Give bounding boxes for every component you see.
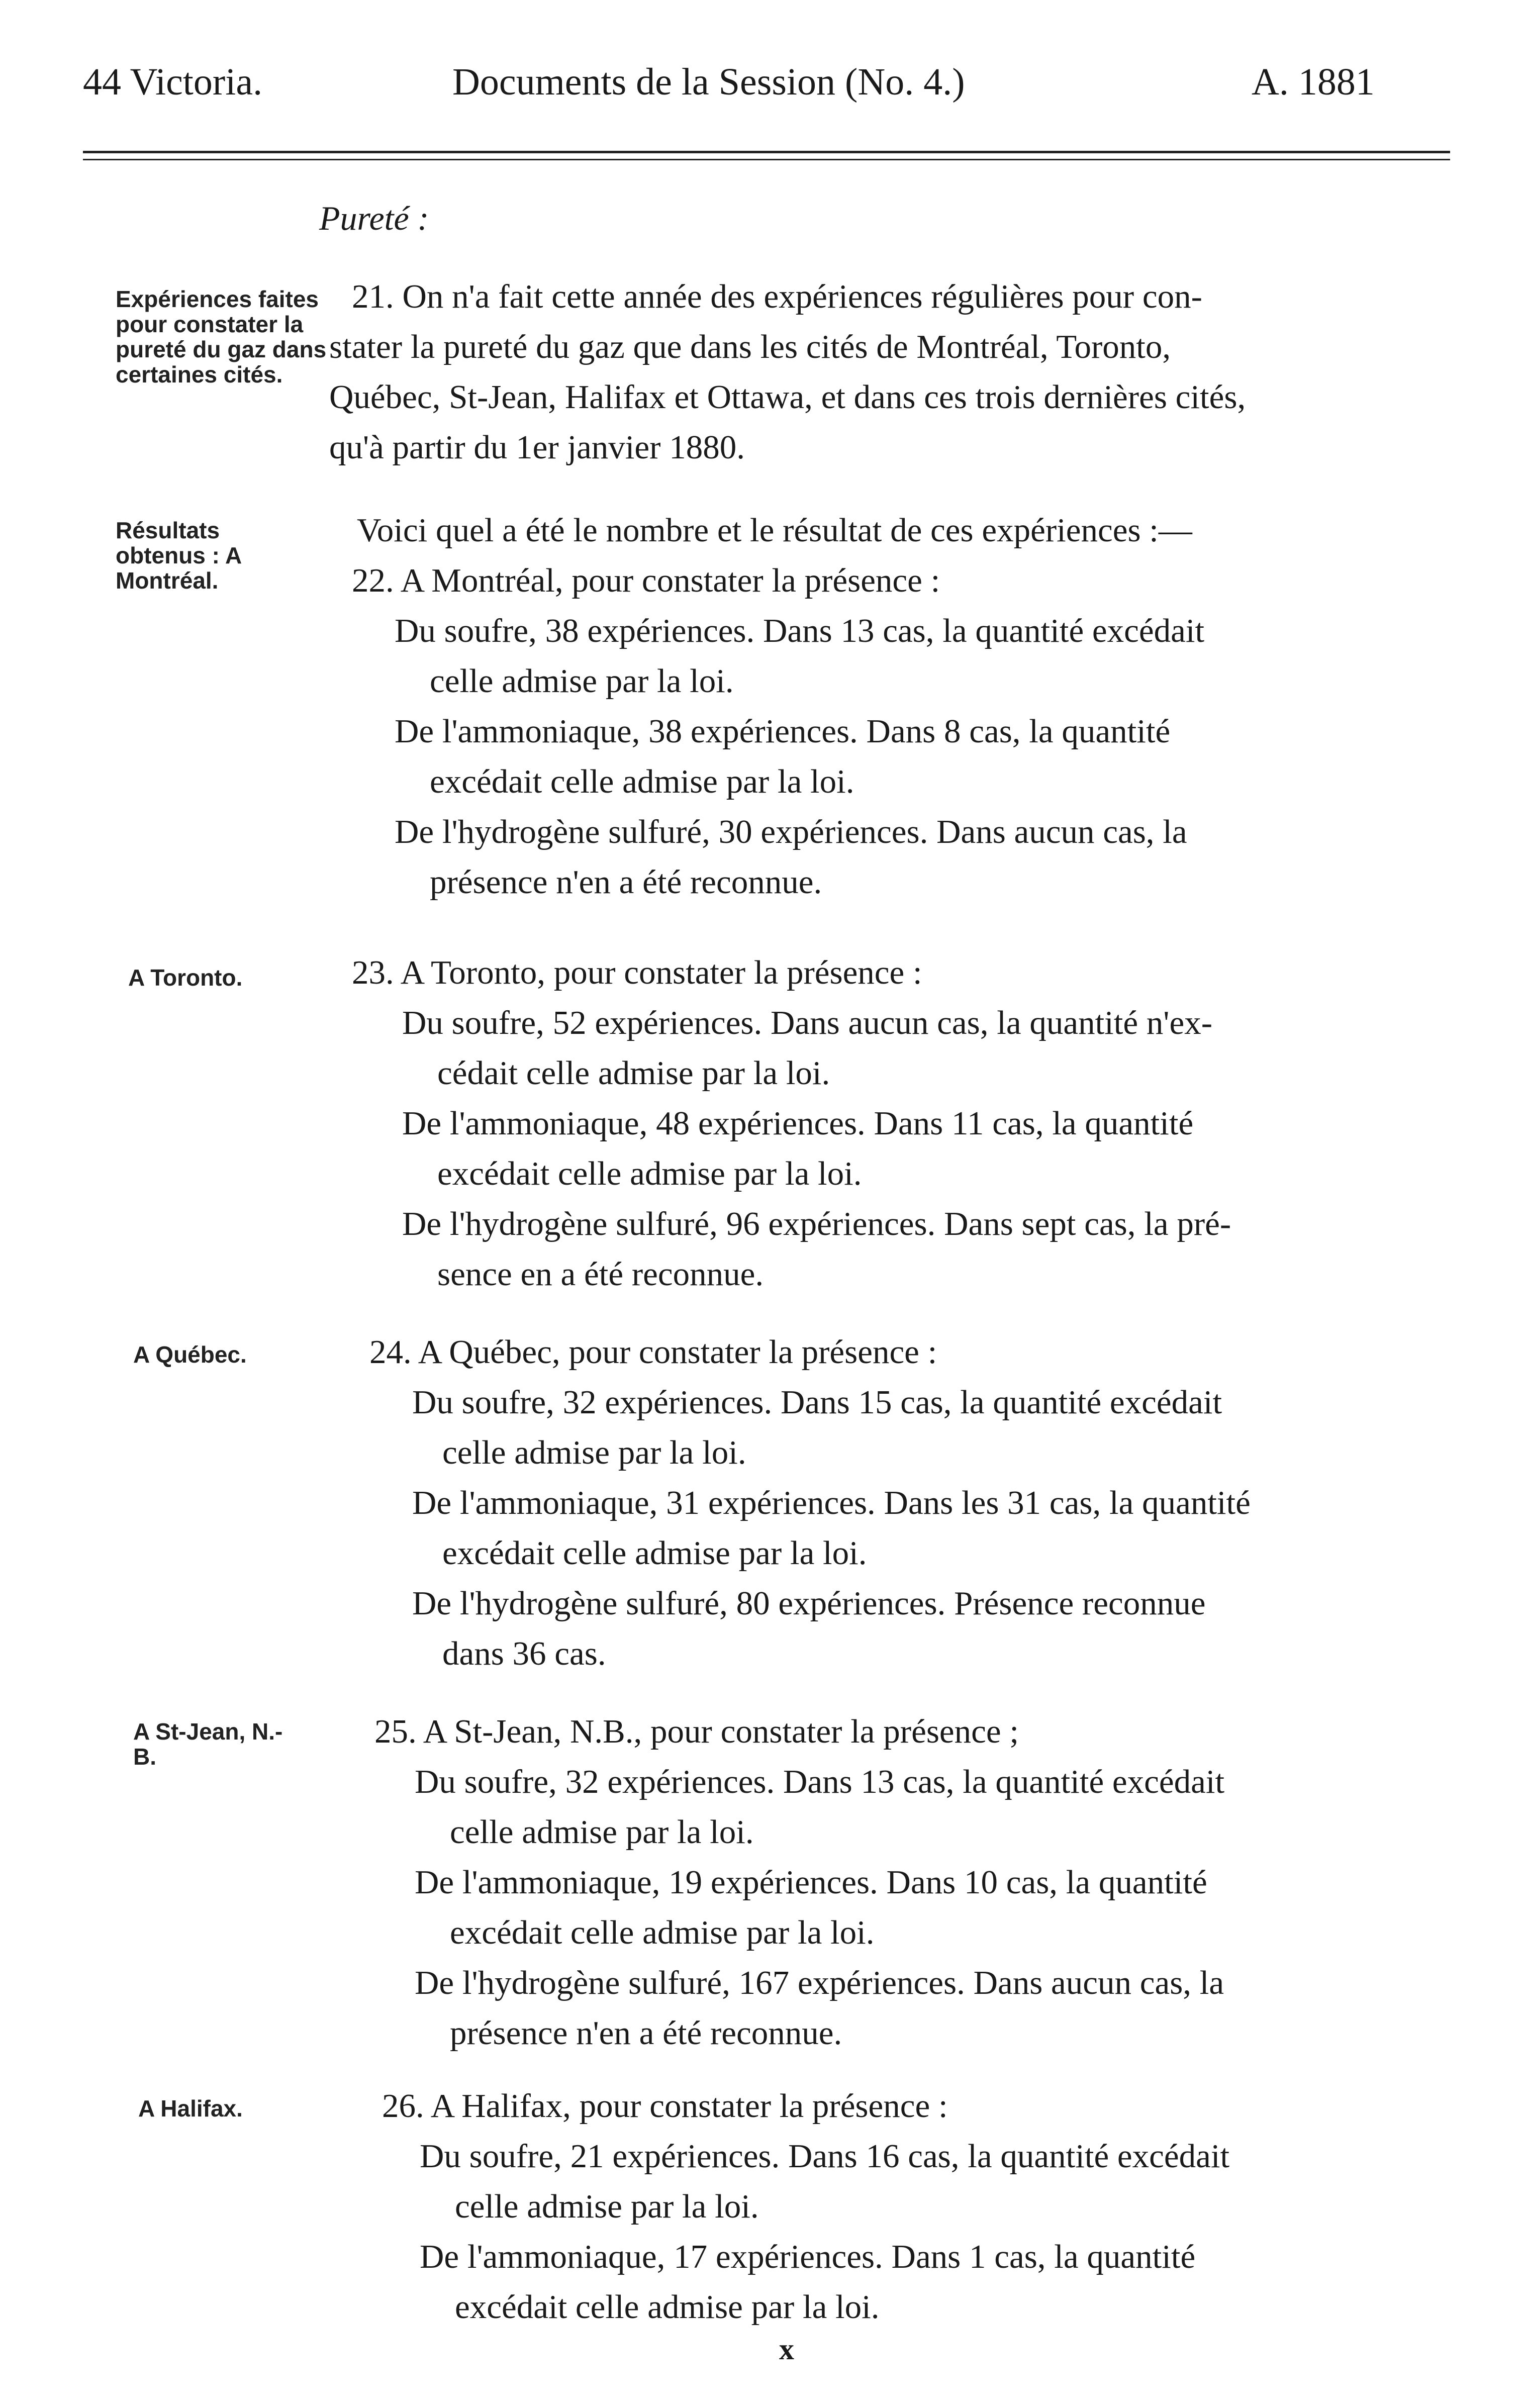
header-title: Documents de la Session (No. 4.)	[452, 61, 965, 103]
list-item-cont: excédait celle admise par la loi.	[455, 2288, 880, 2326]
intro-line: Voici quel a été le nombre et le résultat de ces expériences :—	[357, 512, 1192, 549]
margin-note-stjean: A St-Jean, N.-B.	[133, 1718, 283, 1770]
list-item-cont: dans 36 cas.	[442, 1635, 606, 1672]
section-heading: 26. A Halifax, pour constater la présence :	[382, 2087, 948, 2125]
section-heading: 23. A Toronto, pour constater la présence :	[352, 954, 922, 991]
list-item: Du soufre, 52 expériences. Dans aucun cas, la quantité n'ex-	[402, 1004, 1213, 1041]
footer-mark: x	[779, 2333, 794, 2366]
list-item-cont: sence en a été reconnue.	[437, 1256, 764, 1293]
list-item: Du soufre, 38 expériences. Dans 13 cas, la quantité excédait	[395, 612, 1205, 649]
section-heading: 22. A Montréal, pour constater la présence :	[352, 562, 940, 599]
margin-note-experiences: Expériences faites pour constater la pureté du gaz dans certaines cités.	[116, 286, 327, 388]
list-item: De l'hydrogène sulfuré, 80 expériences. Présence reconnue	[412, 1585, 1206, 1622]
list-item: De l'ammoniaque, 19 expériences. Dans 10 cas, la quantité	[415, 1864, 1207, 1901]
section-22	[352, 555, 1204, 907]
margin-note-halifax: A Halifax.	[138, 2095, 243, 2122]
list-item-cont: présence n'en a été reconnue.	[430, 863, 822, 901]
list-item-cont: celle admise par la loi.	[455, 2188, 759, 2225]
margin-note-toronto: A Toronto.	[128, 965, 243, 991]
list-item: De l'ammoniaque, 31 expériences. Dans les 31 cas, la quantité	[412, 1484, 1251, 1521]
header-rule-bottom	[83, 159, 1450, 160]
list-item: De l'ammoniaque, 38 expériences. Dans 8 cas, la quantité	[395, 713, 1171, 750]
margin-note-resultats: Résultats obtenus : A Montréal.	[116, 517, 241, 594]
list-item-cont: cédait celle admise par la loi.	[437, 1054, 830, 1092]
list-item: Du soufre, 32 expériences. Dans 13 cas, la quantité excédait	[415, 1763, 1225, 1800]
page-header	[0, 60, 1525, 116]
list-item-cont: présence n'en a été reconnue.	[450, 2014, 842, 2052]
list-item-cont: excédait celle admise par la loi.	[442, 1534, 867, 1572]
list-item-cont: excédait celle admise par la loi.	[437, 1155, 862, 1192]
list-item-cont: excédait celle admise par la loi.	[430, 763, 854, 800]
header-right: A. 1881	[1252, 61, 1375, 103]
list-item: De l'ammoniaque, 17 expériences. Dans 1 cas, la quantité	[420, 2238, 1196, 2275]
list-item: Du soufre, 32 expériences. Dans 15 cas, la quantité excédait	[412, 1384, 1222, 1421]
paragraph-21-line: 21. On n'a fait cette année des expériences régulières pour con-	[352, 278, 1202, 315]
section-25	[374, 1706, 1224, 2058]
section-heading: 24. A Québec, pour constater la présence :	[369, 1333, 937, 1371]
section-23	[352, 947, 1231, 1299]
list-item-cont: celle admise par la loi.	[442, 1434, 746, 1471]
list-item: De l'hydrogène sulfuré, 30 expériences. Dans aucun cas, la	[395, 813, 1187, 850]
list-item-cont: celle admise par la loi.	[450, 1813, 754, 1851]
list-item-cont: celle admise par la loi.	[430, 662, 734, 700]
paragraph-21-line: stater la pureté du gaz que dans les cités de Montréal, Toronto,	[329, 328, 1171, 365]
list-item: De l'ammoniaque, 48 expériences. Dans 11 cas, la quantité	[402, 1105, 1194, 1142]
paragraph-21-line: qu'à partir du 1er janvier 1880.	[329, 429, 745, 466]
header-rule-top	[83, 151, 1450, 153]
list-item: De l'hydrogène sulfuré, 167 expériences. Dans aucun cas, la	[415, 1964, 1224, 2001]
section-24	[369, 1327, 1251, 1679]
margin-note-quebec: A Québec.	[133, 1341, 247, 1368]
list-item-cont: excédait celle admise par la loi.	[450, 1914, 875, 1951]
paragraph-21	[329, 271, 1246, 472]
section-heading: 25. A St-Jean, N.B., pour constater la présence ;	[374, 1713, 1019, 1750]
section-26	[382, 2081, 1229, 2332]
header-left: 44 Victoria.	[83, 61, 263, 103]
list-item: De l'hydrogène sulfuré, 96 expériences. Dans sept cas, la pré-	[402, 1205, 1231, 1242]
list-item: Du soufre, 21 expériences. Dans 16 cas, la quantité excédait	[420, 2138, 1230, 2175]
section-subtitle: Pureté :	[319, 199, 429, 237]
paragraph-21-line: Québec, St-Jean, Halifax et Ottawa, et dans ces trois dernières cités,	[329, 378, 1246, 416]
